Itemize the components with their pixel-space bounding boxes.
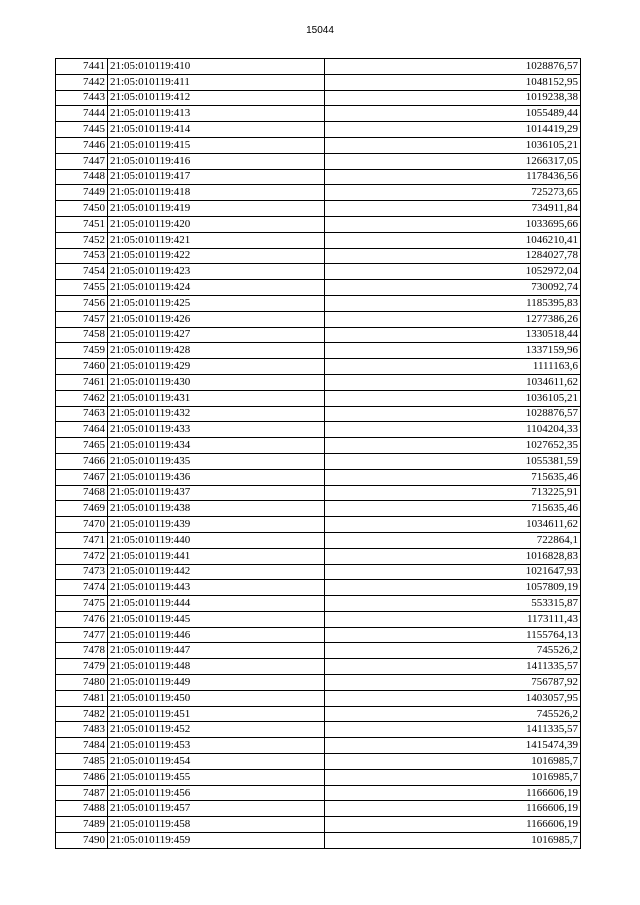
row-number-cell: 7482 <box>56 706 108 722</box>
row-number-cell: 7475 <box>56 596 108 612</box>
table-row <box>56 248 581 264</box>
row-number-cell: 7488 <box>56 801 108 817</box>
cadastral-number-cell: 21:05:010119:425 <box>108 295 325 311</box>
cadastral-number-cell: 21:05:010119:441 <box>108 548 325 564</box>
table-row <box>56 769 581 785</box>
row-number-cell: 7449 <box>56 185 108 201</box>
cadastral-value-cell: 715635,46 <box>325 469 581 485</box>
cadastral-value-cell: 1033695,66 <box>325 216 581 232</box>
row-number-cell: 7448 <box>56 169 108 185</box>
cadastral-number-cell: 21:05:010119:446 <box>108 627 325 643</box>
cadastral-value-cell: 1036105,21 <box>325 390 581 406</box>
table-row <box>56 564 581 580</box>
cadastral-value-cell: 553315,87 <box>325 596 581 612</box>
table-row <box>56 738 581 754</box>
table-row <box>56 153 581 169</box>
table-row <box>56 690 581 706</box>
cadastral-value-cell: 730092,74 <box>325 280 581 296</box>
cadastral-number-cell: 21:05:010119:447 <box>108 643 325 659</box>
row-number-cell: 7454 <box>56 264 108 280</box>
row-number-cell: 7469 <box>56 501 108 517</box>
cadastral-value-cell: 734911,84 <box>325 201 581 217</box>
cadastral-value-cell: 1166606,19 <box>325 785 581 801</box>
cadastral-value-cell: 1028876,57 <box>325 59 581 75</box>
cadastral-number-cell: 21:05:010119:417 <box>108 169 325 185</box>
row-number-cell: 7450 <box>56 201 108 217</box>
table-row <box>56 264 581 280</box>
row-number-cell: 7467 <box>56 469 108 485</box>
table-row <box>56 659 581 675</box>
table-row <box>56 185 581 201</box>
cadastral-value-cell: 1178436,56 <box>325 169 581 185</box>
table-row <box>56 580 581 596</box>
cadastral-value-cell: 1111163,6 <box>325 359 581 375</box>
cadastral-number-cell: 21:05:010119:432 <box>108 406 325 422</box>
cadastral-number-cell: 21:05:010119:431 <box>108 390 325 406</box>
cadastral-number-cell: 21:05:010119:456 <box>108 785 325 801</box>
cadastral-number-cell: 21:05:010119:458 <box>108 817 325 833</box>
cadastral-value-cell: 1055381,59 <box>325 453 581 469</box>
row-number-cell: 7460 <box>56 359 108 375</box>
cadastral-value-cell: 1052972,04 <box>325 264 581 280</box>
row-number-cell: 7484 <box>56 738 108 754</box>
table-row <box>56 596 581 612</box>
table-row <box>56 675 581 691</box>
table-body <box>56 59 581 849</box>
row-number-cell: 7462 <box>56 390 108 406</box>
cadastral-value-cell: 1166606,19 <box>325 817 581 833</box>
cadastral-value-cell: 1403057,95 <box>325 690 581 706</box>
row-number-cell: 7447 <box>56 153 108 169</box>
cadastral-value-cell: 1036105,21 <box>325 137 581 153</box>
cadastral-value-table <box>55 58 581 849</box>
row-number-cell: 7485 <box>56 754 108 770</box>
table-row <box>56 122 581 138</box>
cadastral-number-cell: 21:05:010119:419 <box>108 201 325 217</box>
table-row <box>56 90 581 106</box>
row-number-cell: 7455 <box>56 280 108 296</box>
cadastral-number-cell: 21:05:010119:424 <box>108 280 325 296</box>
cadastral-number-cell: 21:05:010119:440 <box>108 532 325 548</box>
cadastral-value-cell: 1028876,57 <box>325 406 581 422</box>
row-number-cell: 7465 <box>56 438 108 454</box>
page-number: 15044 <box>306 25 334 36</box>
table-row <box>56 643 581 659</box>
row-number-cell: 7474 <box>56 580 108 596</box>
cadastral-value-cell: 1277386,26 <box>325 311 581 327</box>
cadastral-number-cell: 21:05:010119:438 <box>108 501 325 517</box>
cadastral-value-cell: 1021647,93 <box>325 564 581 580</box>
table-row <box>56 627 581 643</box>
row-number-cell: 7480 <box>56 675 108 691</box>
cadastral-value-cell: 1185395,83 <box>325 295 581 311</box>
table-row <box>56 833 581 849</box>
row-number-cell: 7459 <box>56 343 108 359</box>
row-number-cell: 7464 <box>56 422 108 438</box>
row-number-cell: 7472 <box>56 548 108 564</box>
table-row <box>56 343 581 359</box>
table-row <box>56 517 581 533</box>
row-number-cell: 7481 <box>56 690 108 706</box>
cadastral-value-cell: 1057809,19 <box>325 580 581 596</box>
cadastral-value-cell: 1415474,39 <box>325 738 581 754</box>
cadastral-number-cell: 21:05:010119:451 <box>108 706 325 722</box>
row-number-cell: 7473 <box>56 564 108 580</box>
row-number-cell: 7477 <box>56 627 108 643</box>
cadastral-number-cell: 21:05:010119:434 <box>108 438 325 454</box>
cadastral-number-cell: 21:05:010119:413 <box>108 106 325 122</box>
table-row <box>56 374 581 390</box>
row-number-cell: 7490 <box>56 833 108 849</box>
cadastral-number-cell: 21:05:010119:445 <box>108 611 325 627</box>
cadastral-number-cell: 21:05:010119:426 <box>108 311 325 327</box>
cadastral-number-cell: 21:05:010119:459 <box>108 833 325 849</box>
cadastral-value-cell: 1104204,33 <box>325 422 581 438</box>
cadastral-value-cell: 1284027,78 <box>325 248 581 264</box>
row-number-cell: 7470 <box>56 517 108 533</box>
row-number-cell: 7442 <box>56 74 108 90</box>
cadastral-value-cell: 1027652,35 <box>325 438 581 454</box>
cadastral-value-cell: 1173111,43 <box>325 611 581 627</box>
cadastral-value-cell: 1034611,62 <box>325 517 581 533</box>
table-row <box>56 232 581 248</box>
cadastral-number-cell: 21:05:010119:457 <box>108 801 325 817</box>
cadastral-number-cell: 21:05:010119:452 <box>108 722 325 738</box>
table-row <box>56 359 581 375</box>
cadastral-number-cell: 21:05:010119:436 <box>108 469 325 485</box>
table-row <box>56 469 581 485</box>
cadastral-number-cell: 21:05:010119:448 <box>108 659 325 675</box>
row-number-cell: 7461 <box>56 374 108 390</box>
cadastral-value-cell: 1411335,57 <box>325 722 581 738</box>
row-number-cell: 7443 <box>56 90 108 106</box>
table-row <box>56 216 581 232</box>
table-row <box>56 169 581 185</box>
row-number-cell: 7452 <box>56 232 108 248</box>
table-row <box>56 785 581 801</box>
cadastral-number-cell: 21:05:010119:420 <box>108 216 325 232</box>
cadastral-number-cell: 21:05:010119:411 <box>108 74 325 90</box>
table-row <box>56 485 581 501</box>
table-row <box>56 137 581 153</box>
row-number-cell: 7456 <box>56 295 108 311</box>
row-number-cell: 7483 <box>56 722 108 738</box>
row-number-cell: 7441 <box>56 59 108 75</box>
cadastral-number-cell: 21:05:010119:416 <box>108 153 325 169</box>
cadastral-number-cell: 21:05:010119:418 <box>108 185 325 201</box>
row-number-cell: 7478 <box>56 643 108 659</box>
row-number-cell: 7466 <box>56 453 108 469</box>
cadastral-value-cell: 1016985,7 <box>325 833 581 849</box>
cadastral-value-cell: 722864,1 <box>325 532 581 548</box>
table-row <box>56 501 581 517</box>
cadastral-value-cell: 1330518,44 <box>325 327 581 343</box>
cadastral-value-cell: 725273,65 <box>325 185 581 201</box>
row-number-cell: 7457 <box>56 311 108 327</box>
cadastral-value-cell: 1055489,44 <box>325 106 581 122</box>
row-number-cell: 7463 <box>56 406 108 422</box>
row-number-cell: 7487 <box>56 785 108 801</box>
table-row <box>56 311 581 327</box>
row-number-cell: 7468 <box>56 485 108 501</box>
cadastral-number-cell: 21:05:010119:439 <box>108 517 325 533</box>
table-row <box>56 106 581 122</box>
cadastral-number-cell: 21:05:010119:453 <box>108 738 325 754</box>
cadastral-value-cell: 1337159,96 <box>325 343 581 359</box>
cadastral-number-cell: 21:05:010119:444 <box>108 596 325 612</box>
table-row <box>56 390 581 406</box>
table-row <box>56 801 581 817</box>
cadastral-number-cell: 21:05:010119:423 <box>108 264 325 280</box>
cadastral-number-cell: 21:05:010119:435 <box>108 453 325 469</box>
row-number-cell: 7446 <box>56 137 108 153</box>
table-row <box>56 201 581 217</box>
cadastral-number-cell: 21:05:010119:410 <box>108 59 325 75</box>
cadastral-value-cell: 756787,92 <box>325 675 581 691</box>
cadastral-number-cell: 21:05:010119:428 <box>108 343 325 359</box>
table-row <box>56 706 581 722</box>
row-number-cell: 7489 <box>56 817 108 833</box>
row-number-cell: 7458 <box>56 327 108 343</box>
table-row <box>56 422 581 438</box>
table-row <box>56 817 581 833</box>
table-row <box>56 548 581 564</box>
cadastral-number-cell: 21:05:010119:450 <box>108 690 325 706</box>
cadastral-number-cell: 21:05:010119:422 <box>108 248 325 264</box>
cadastral-value-cell: 1411335,57 <box>325 659 581 675</box>
cadastral-value-cell: 1046210,41 <box>325 232 581 248</box>
table-row <box>56 611 581 627</box>
cadastral-number-cell: 21:05:010119:454 <box>108 754 325 770</box>
cadastral-number-cell: 21:05:010119:455 <box>108 769 325 785</box>
cadastral-number-cell: 21:05:010119:429 <box>108 359 325 375</box>
cadastral-value-cell: 715635,46 <box>325 501 581 517</box>
cadastral-number-cell: 21:05:010119:449 <box>108 675 325 691</box>
table-row <box>56 327 581 343</box>
row-number-cell: 7445 <box>56 122 108 138</box>
cadastral-number-cell: 21:05:010119:433 <box>108 422 325 438</box>
table-row <box>56 280 581 296</box>
table-row <box>56 406 581 422</box>
cadastral-value-cell: 713225,91 <box>325 485 581 501</box>
table-row <box>56 295 581 311</box>
cadastral-number-cell: 21:05:010119:442 <box>108 564 325 580</box>
cadastral-value-cell: 1048152,95 <box>325 74 581 90</box>
table-row <box>56 74 581 90</box>
cadastral-number-cell: 21:05:010119:414 <box>108 122 325 138</box>
cadastral-value-cell: 745526,2 <box>325 706 581 722</box>
cadastral-value-cell: 1016985,7 <box>325 754 581 770</box>
cadastral-number-cell: 21:05:010119:421 <box>108 232 325 248</box>
cadastral-value-cell: 1266317,05 <box>325 153 581 169</box>
table-row <box>56 453 581 469</box>
row-number-cell: 7471 <box>56 532 108 548</box>
table-row <box>56 532 581 548</box>
cadastral-value-cell: 1155764,13 <box>325 627 581 643</box>
cadastral-number-cell: 21:05:010119:443 <box>108 580 325 596</box>
row-number-cell: 7479 <box>56 659 108 675</box>
cadastral-value-cell: 1166606,19 <box>325 801 581 817</box>
table-row <box>56 438 581 454</box>
row-number-cell: 7453 <box>56 248 108 264</box>
cadastral-number-cell: 21:05:010119:412 <box>108 90 325 106</box>
cadastral-number-cell: 21:05:010119:430 <box>108 374 325 390</box>
cadastral-value-cell: 745526,2 <box>325 643 581 659</box>
cadastral-value-cell: 1016985,7 <box>325 769 581 785</box>
row-number-cell: 7476 <box>56 611 108 627</box>
row-number-cell: 7444 <box>56 106 108 122</box>
cadastral-value-cell: 1019238,38 <box>325 90 581 106</box>
cadastral-number-cell: 21:05:010119:427 <box>108 327 325 343</box>
row-number-cell: 7486 <box>56 769 108 785</box>
cadastral-value-cell: 1016828,83 <box>325 548 581 564</box>
row-number-cell: 7451 <box>56 216 108 232</box>
cadastral-number-cell: 21:05:010119:437 <box>108 485 325 501</box>
table-row <box>56 754 581 770</box>
cadastral-value-cell: 1034611,62 <box>325 374 581 390</box>
table-row <box>56 59 581 75</box>
cadastral-number-cell: 21:05:010119:415 <box>108 137 325 153</box>
table-row <box>56 722 581 738</box>
cadastral-value-cell: 1014419,29 <box>325 122 581 138</box>
